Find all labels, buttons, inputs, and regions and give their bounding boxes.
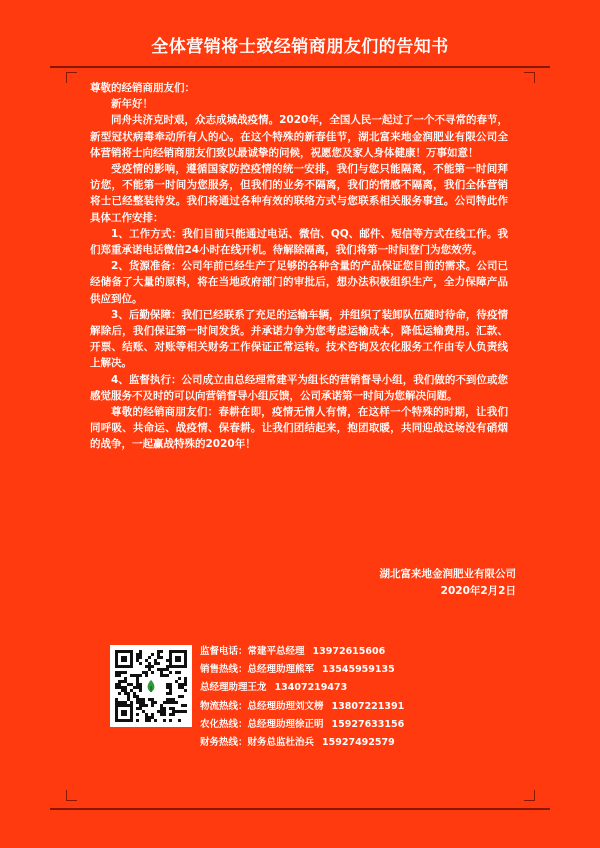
contact-row — [200, 661, 430, 679]
paragraph-work-mode: 1、工作方式：我们目前只能通过电话、微信、QQ、邮件、短信等方式在线工作。我们郑重承诺电话微信24小时在线开机。待解除隔离，我们将第一时间登门为您效劳。 — [90, 227, 508, 257]
letter-body — [90, 80, 508, 453]
paragraph-supply: 2、货源准备：公司年前已经生产了足够的各种含量的产品保证您目前的需求。公司已经储备了大量的原料，将在当地政府部门的审批后，想办法积极组织生产，全力保障产品供应到位。 — [90, 260, 508, 305]
paragraph-logistics: 3、后勤保障：我们已经联系了充足的运输车辆，并组织了装卸队伍随时待命，待疫情解除后，我们保证第一时间发货。并承诺力争为您考虑运输成本，降低运输费用。汇款、开票、结账、对账等相关财务工作保证正常运转。技术咨询及农化服务工作由专人负责线上解决。 — [90, 308, 508, 370]
contact-row — [200, 716, 430, 734]
sign-date: 2020年2月2日 — [440, 585, 516, 597]
contact-phone: 13545959135 — [322, 664, 395, 676]
corner-decoration — [524, 72, 535, 83]
paragraph-intro: 同舟共济克时艰，众志成城战疫情。2020年，全国人民一起过了一个不寻常的春节，新型冠状病毒牵动所有人的心。在这个特殊的新春佳节，湖北富来地金润肥业有限公司全体营销将士向经销商朋友们致以最诚挚的问候，祝愿您及家人身体健康！万事如意！ — [90, 114, 508, 159]
contact-row — [200, 698, 430, 716]
qr-code-icon — [110, 645, 192, 727]
contact-phone: 15927492579 — [322, 737, 395, 749]
corner-decoration — [66, 72, 77, 83]
contact-list — [200, 643, 430, 752]
corner-decoration — [524, 790, 535, 801]
contact-phone: 15927633156 — [331, 718, 405, 730]
contact-label: 物流热线：总经理助理刘文榜 — [200, 700, 324, 712]
contact-phone: 13807221391 — [331, 700, 405, 712]
paragraph-supervision: 4、监督执行：公司成立由总经理常建平为组长的营销督导小组，我们做的不到位或您感觉服务不及时的可以向营销督导小组反馈，公司承诺第一时间为您解决问题。 — [90, 373, 508, 402]
contact-label: 财务热线：财务总监杜治兵 — [200, 737, 315, 749]
contact-row — [200, 643, 430, 661]
contact-row — [200, 734, 430, 752]
salutation: 尊敬的经销商朋友们： — [90, 82, 195, 94]
bottom-divider — [50, 808, 550, 810]
contact-label: 农化热线：总经理助理徐正明 — [200, 718, 324, 730]
contact-label: 总经理助理王龙 — [200, 682, 267, 694]
contact-label: 监督电话：常建平总经理 — [200, 646, 305, 657]
contact-phone: 13407219473 — [274, 682, 348, 694]
contact-label: 销售热线：总经理助理熊军 — [200, 664, 315, 676]
paragraph-arrangement: 受疫情的影响，遵循国家防控疫情的统一安排，我们与您只能隔离，不能第一时间拜访您，不能第一时间为您服务，但我们的业务不隔离，我们的情感不隔离，我们全体营销将士已经整装待发。我们将通过各种有效的联络方式与您联系相关服务事宜。公司特此作具体工作安排： — [90, 163, 508, 224]
company-name: 湖北富来地金润肥业有限公司 — [379, 568, 516, 580]
signature-block — [300, 566, 516, 600]
contact-phone: 13972615606 — [312, 646, 386, 657]
title-divider — [50, 66, 550, 68]
contact-row — [200, 679, 430, 697]
corner-decoration — [66, 790, 77, 801]
paragraph-greeting: 新年好！ — [111, 98, 153, 111]
page-title: 全体营销将士致经销商朋友们的告知书 — [151, 37, 449, 57]
paragraph-closing: 尊敬的经销商朋友们：春耕在即，疫情无情人有情，在这样一个特殊的时期，让我们同呼吸、共命运、战疫情、保春耕。让我们团结起来，抱团取暖，共同迎战这场没有硝烟的战争，一起赢战特殊的2020年！ — [90, 406, 508, 451]
